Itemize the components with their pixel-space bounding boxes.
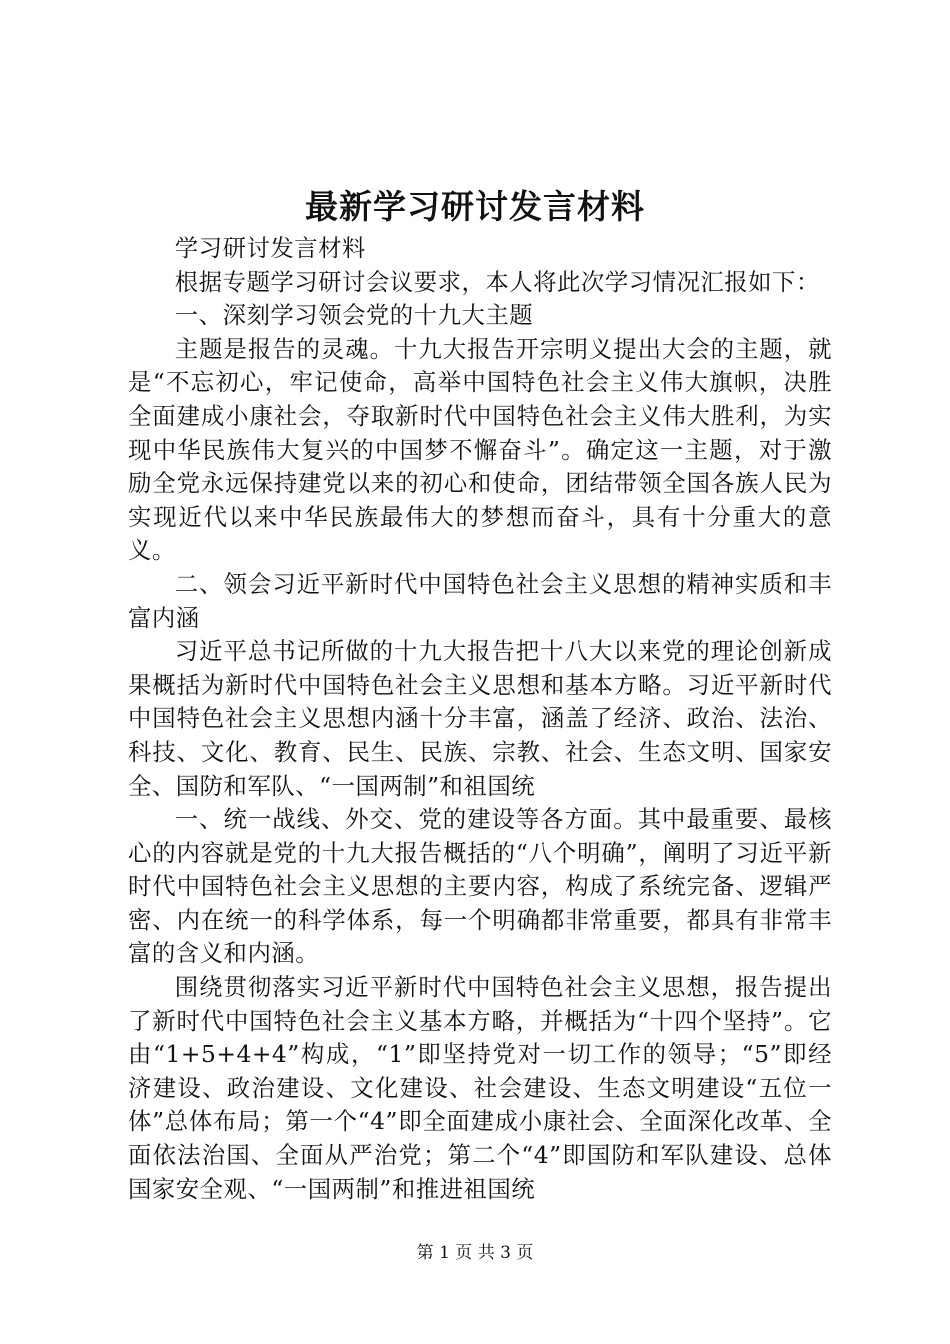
paragraph: 根据专题学习研讨会议要求，本人将此次学习情况汇报如下：: [174, 267, 820, 296]
section-heading: 一、深刻学习领会党的十九大主题: [174, 301, 534, 330]
section-heading: 二、领会习近平新时代中国特色社会主义思想的精神实质和丰富内涵: [128, 569, 832, 632]
document-title: 最新学习研讨发言材料: [305, 187, 645, 226]
paragraph: 习近平总书记所做的十九大报告把十八大以来党的理论创新成果概括为新时代中国特色社会主义思想和基本方略。习近平新时代中国特色社会主义思想内涵十分丰富，涵盖了经济、政治、法治、科技、文化、教育、民生、民族、宗教、社会、生态文明、国家安全、国防和军队、“一国两制”和祖国统: [128, 637, 832, 800]
paragraph: 主题是报告的灵魂。十九大报告开宗明义提出大会的主题，就是“不忘初心，牢记使命，高举中国特色社会主义伟大旗帜，决胜全面建成小康社会，夺取新时代中国特色社会主义伟大胜利，为实现中华民族伟大复兴的中国梦不懈奋斗”。确定这一主题，对于激励全党永远保持建党以来的初心和使命，团结带领全国各族人民为实现近代以来中华民族最伟大的梦想而奋斗，具有十分重大的意义。: [128, 334, 832, 565]
document-body: [128, 232, 832, 1206]
paragraph: 一、统一战线、外交、党的建设等各方面。其中最重要、最核心的内容就是党的十九大报告概括的“八个明确”，阐明了习近平新时代中国特色社会主义思想的主要内容，构成了系统完备、逻辑严密、内在统一的科学体系，每一个明确都非常重要，都具有非常丰富的含义和内涵。: [128, 805, 832, 968]
paragraph: 围绕贯彻落实习近平新时代中国特色社会主义思想，报告提出了新时代中国特色社会主义基本方略，并概括为“十四个坚持”。它由“1+5+4+4”构成，“1”即坚持党对一切工作的领导；“5”即经济建设、政治建设、文化建设、社会建设、生态文明建设“五位一体”总体布局；第一个“4”即全面建成小康社会、全面深化改革、全面依法治国、全面从严治党；第二个“4”即国防和军队建设、总体国家安全观、“一国两制”和推进祖国统: [128, 973, 832, 1203]
page-footer: 第 1 页 共 3 页: [416, 1243, 534, 1263]
paragraph: 学习研讨发言材料: [174, 234, 366, 262]
